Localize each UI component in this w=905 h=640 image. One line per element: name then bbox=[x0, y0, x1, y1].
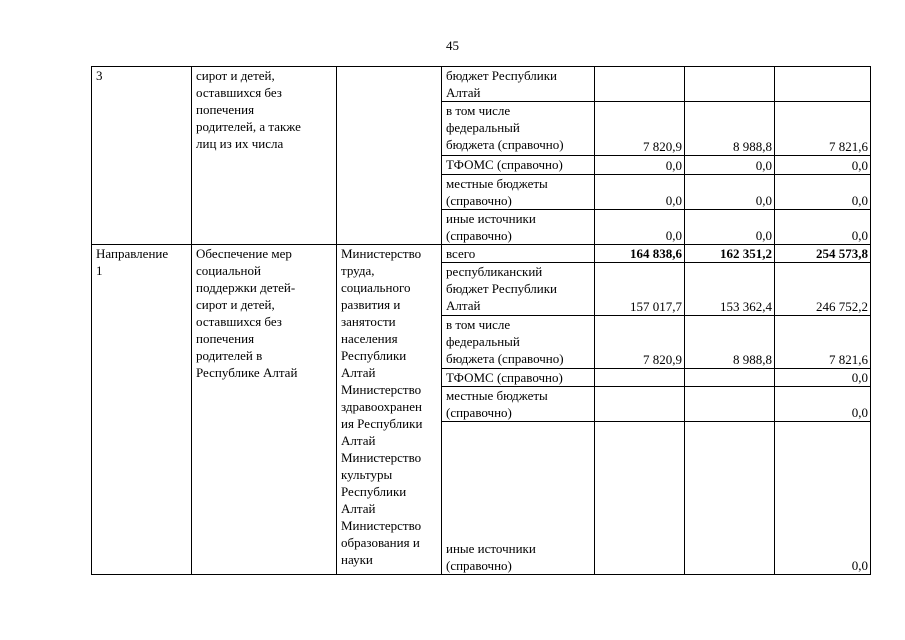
value-cell: 0,0 bbox=[595, 175, 685, 210]
measure-name: Обеспечение мер социальной поддержки детей- сирот и детей, оставшихся без попечения родителей в Республике Алтай bbox=[192, 245, 337, 575]
row-code: Направление 1 bbox=[92, 245, 192, 575]
executor: Министерство труда, социального развития и занятости населения Республики Алтай Министерство здравоохранен ия Республики Алтай Министерство культуры Республики Алтай Министерство образования и науки bbox=[337, 245, 442, 575]
funding-source: иные источники (справочно) bbox=[442, 422, 595, 575]
value-cell: 0,0 bbox=[775, 175, 871, 210]
funding-source: республиканский бюджет Республики Алтай bbox=[442, 263, 595, 316]
funding-source: в том числе федеральный бюджета (справочно) bbox=[442, 102, 595, 156]
value-cell: 157 017,7 bbox=[595, 263, 685, 316]
value-cell: 246 752,2 bbox=[775, 263, 871, 316]
budget-table bbox=[91, 66, 871, 575]
value-cell: 0,0 bbox=[595, 156, 685, 175]
value-cell: 0,0 bbox=[595, 210, 685, 245]
value-cell: 7 821,6 bbox=[775, 102, 871, 156]
value-cell bbox=[775, 67, 871, 102]
value-cell: 0,0 bbox=[775, 210, 871, 245]
value-cell: 0,0 bbox=[685, 156, 775, 175]
executor bbox=[337, 67, 442, 245]
value-cell bbox=[685, 387, 775, 422]
table-row bbox=[92, 245, 871, 263]
value-cell: 7 821,6 bbox=[775, 316, 871, 369]
value-cell: 153 362,4 bbox=[685, 263, 775, 316]
value-cell: 8 988,8 bbox=[685, 102, 775, 156]
value-cell bbox=[595, 422, 685, 575]
value-cell: 0,0 bbox=[775, 156, 871, 175]
value-cell bbox=[595, 387, 685, 422]
value-cell bbox=[595, 67, 685, 102]
value-cell: 254 573,8 bbox=[775, 245, 871, 263]
value-cell: 7 820,9 bbox=[595, 316, 685, 369]
value-cell: 0,0 bbox=[685, 210, 775, 245]
funding-source: местные бюджеты (справочно) bbox=[442, 387, 595, 422]
funding-source: ТФОМС (справочно) bbox=[442, 369, 595, 387]
funding-source: бюджет Республики Алтай bbox=[442, 67, 595, 102]
funding-source: иные источники (справочно) bbox=[442, 210, 595, 245]
funding-source: ТФОМС (справочно) bbox=[442, 156, 595, 175]
value-cell: 0,0 bbox=[775, 422, 871, 575]
value-cell: 0,0 bbox=[775, 369, 871, 387]
value-cell: 162 351,2 bbox=[685, 245, 775, 263]
page-number: 45 bbox=[446, 38, 459, 53]
value-cell bbox=[685, 422, 775, 575]
funding-source: в том числе федеральный бюджета (справочно) bbox=[442, 316, 595, 369]
measure-name: сирот и детей, оставшихся без попечения родителей, а также лиц из их числа bbox=[192, 67, 337, 245]
funding-source: всего bbox=[442, 245, 595, 263]
value-cell: 7 820,9 bbox=[595, 102, 685, 156]
table-row bbox=[92, 67, 871, 102]
value-cell: 0,0 bbox=[685, 175, 775, 210]
value-cell: 164 838,6 bbox=[595, 245, 685, 263]
value-cell bbox=[685, 67, 775, 102]
value-cell: 8 988,8 bbox=[685, 316, 775, 369]
row-code: 3 bbox=[92, 67, 192, 245]
funding-source: местные бюджеты (справочно) bbox=[442, 175, 595, 210]
value-cell bbox=[595, 369, 685, 387]
value-cell: 0,0 bbox=[775, 387, 871, 422]
value-cell bbox=[685, 369, 775, 387]
